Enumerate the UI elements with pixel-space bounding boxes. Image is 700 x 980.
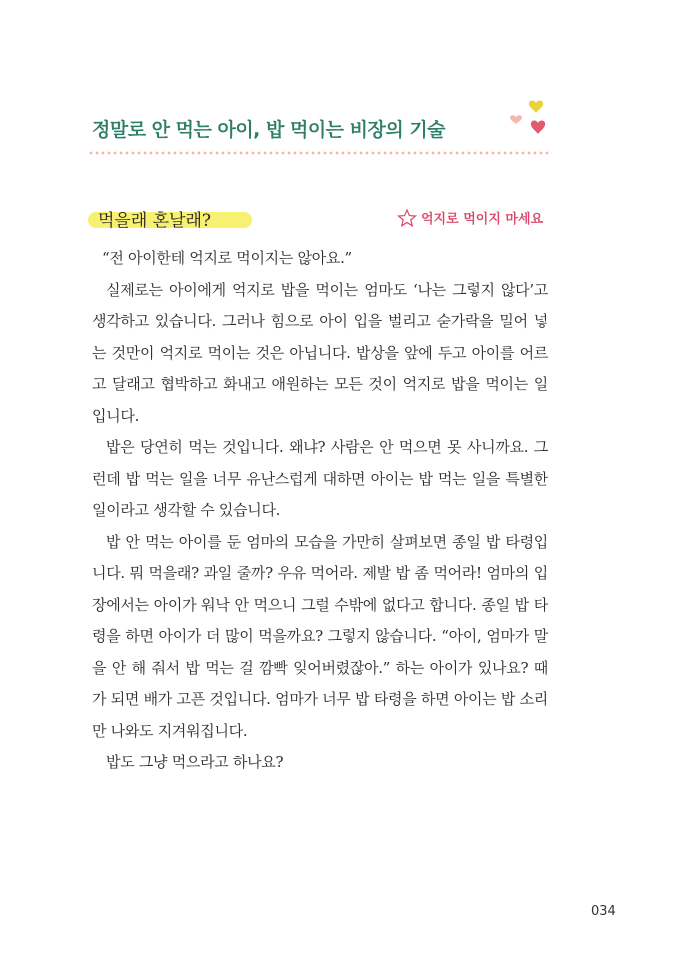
section-heading: 먹을래 혼날래? — [98, 211, 212, 231]
paragraph: “전 아이한테 억지로 먹이지는 않아요.” — [102, 249, 352, 267]
paragraph: 밥 안 먹는 아이를 둔 엄마의 모습을 가만히 살펴보면 종일 밥 타령입니다. 뭐 먹을래? 과일 줄까? 우유 먹어라. 제발 밥 좀 먹어라! 엄마의 입장에서는 아이가 워낙 안 먹으니 그럴 수밖에 없다고 합니다. 종일 밥 타령을 하면 아이가 더 많이 먹을까요? 그렇지 않습니다. “아이, 엄마가 말을 안 해 줘서 밥 먹는 걸 깜빡 잊어버렸잖아.” 하는 아이가 있나요? 때가 되면 배가 고픈 것입니다. 엄마가 너무 밥 타령을 하면 아이는 밥 소리만 나와도 지겨워집니다. — [92, 532, 548, 740]
paragraph: 밥은 당연히 먹는 것입니다. 왜냐? 사람은 안 먹으면 못 사니까요. 그런데 밥 먹는 일을 너무 유난스럽게 대하면 아이는 밥 먹는 일을 특별한 일이라고 생각할 수 있습니다. — [92, 438, 548, 519]
side-note — [397, 208, 543, 227]
hearts-icon — [506, 97, 556, 143]
side-note-label: 억지로 먹이지 마세요 — [421, 212, 544, 227]
header-divider — [88, 151, 552, 155]
chapter-title: 정말로 안 먹는 아이, 밥 먹이는 비장의 기술 — [92, 119, 446, 141]
star-outline-icon — [397, 209, 417, 227]
body-text — [92, 243, 548, 779]
page-number: 034 — [591, 904, 616, 919]
paragraph: 밥도 그냥 먹으라고 하나요? — [106, 753, 284, 771]
paragraph: 실제로는 아이에게 억지로 밥을 먹이는 엄마도 ‘나는 그렇지 않다’고 생각하고 있습니다. 그러나 힘으로 아이 입을 벌리고 숟가락을 밀어 넣는 것만이 억지로 먹이는 것은 아닙니다. 밥상을 앞에 두고 아이를 어르고 달래고 협박하고 화내고 애원하는 모든 것이 억지로 밥을 먹이는 일입니다. — [92, 280, 548, 425]
